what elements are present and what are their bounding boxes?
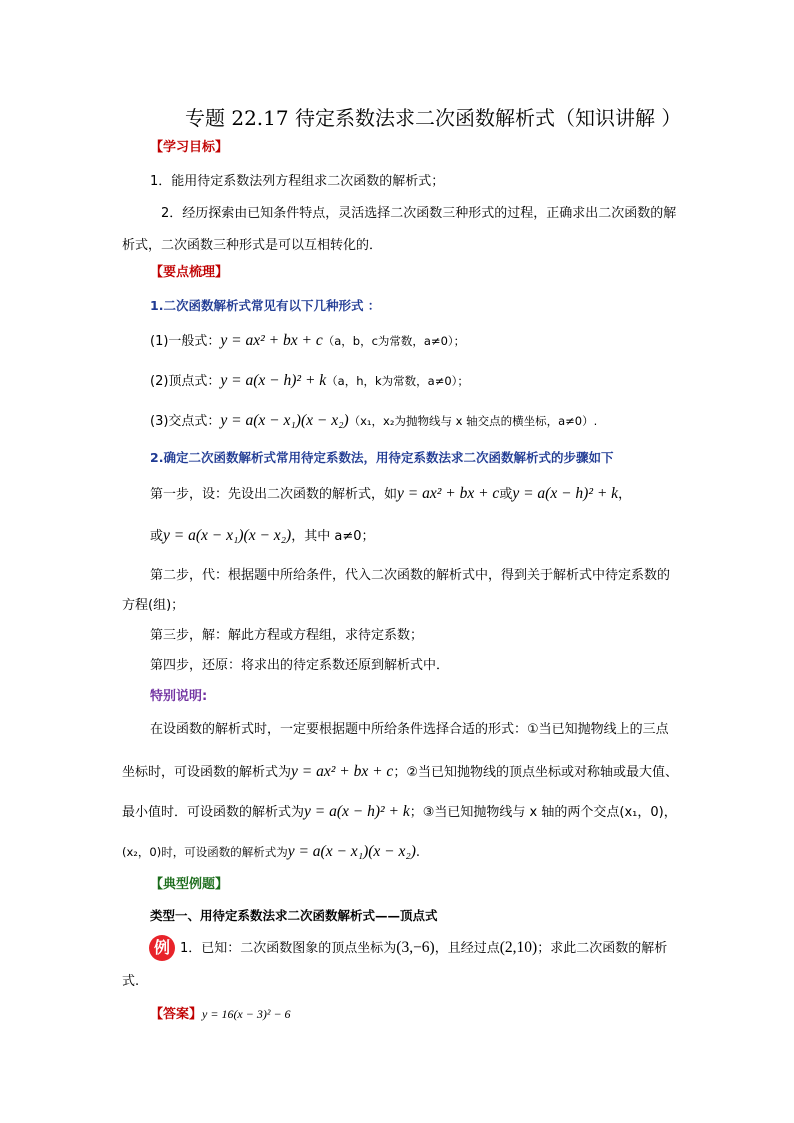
step1-formula-2: y = a(x − h)² + k (512, 485, 619, 502)
step1b-formula: y = a(x − x₁)(x − x₂) (163, 527, 292, 544)
question-1-vertex: (3,−6) (396, 939, 435, 956)
formula-intercept-line (150, 411, 597, 432)
step1-text: 第一步，设：先设出二次函数的解析式，如 (150, 487, 398, 502)
formula-general: y = ax² + bx + c (220, 332, 323, 349)
goal-item-2-line2: 析式，二次函数三种形式是可以互相转化的． (122, 238, 383, 253)
special-line4-a: (x₂，0)时，可设函数的解析式为 (122, 845, 288, 859)
question-1-text-b: ，且经过点 (434, 941, 500, 956)
formula-vertex-line (150, 371, 469, 392)
goal-item-1: 1．能用待定系数法列方程组求二次函数的解析式； (150, 174, 445, 189)
formula-general-note: （a，b，c为常数，a≠0）； (322, 334, 466, 348)
step1-end: ， (618, 487, 632, 502)
special-line3-a: 最小值时．可设函数的解析式为 (122, 805, 305, 820)
section-header-points: 【要点梳理】 (150, 265, 229, 280)
special-line2-formula: y = ax² + bx + c (291, 763, 394, 780)
question-1-point: (2,10) (499, 939, 538, 956)
step4-line: 第四步，还原：将求出的待定系数还原到解析式中． (150, 658, 450, 673)
special-line1: 在设函数的解析式时，一定要根据题中所给条件选择合适的形式：①当已知抛物线上的三点 (150, 722, 669, 737)
step1b-or: 或 (150, 529, 164, 544)
special-line3 (122, 802, 677, 823)
formula-intercept: y = a(x − x₁)(x − x₂) (220, 412, 349, 429)
question-1-line1 (180, 938, 667, 959)
step1b-end: ，其中 a≠0； (291, 529, 375, 544)
page-title: 专题 22.17 待定系数法求二次函数解析式（知识讲解 ） (185, 106, 682, 130)
step1-line (150, 484, 631, 505)
formula-general-line (150, 331, 465, 352)
formula-intercept-label: (3)交点式： (150, 414, 221, 429)
points-heading-2: 2.确定二次函数解析式常用待定系数法，用待定系数法求二次函数解析式的步骤如下 (150, 450, 614, 465)
formula-vertex: y = a(x − h)² + k (220, 372, 327, 389)
special-line2-b: ；②当已知抛物线的顶点坐标或对称轴或最大值、 (393, 765, 678, 780)
step1b-line (150, 526, 374, 547)
formula-vertex-note: （a，h，k为常数，a≠0）； (326, 374, 469, 388)
section-header-goals: 【学习目标】 (150, 140, 229, 155)
step2-line2: 方程(组)； (122, 598, 185, 613)
answer-label: 【答案】 (150, 1007, 203, 1022)
example-type-1: 类型一、用待定系数法求二次函数解析式——顶点式 (150, 908, 438, 923)
example-badge: 例 (149, 935, 175, 961)
step2-line1: 第二步，代：根据题中所给条件，代入二次函数的解析式中，得到关于解析式中待定系数的 (150, 568, 671, 583)
question-1-line2: 式. (122, 974, 140, 989)
special-note-header: 特别说明: (150, 689, 208, 704)
special-line4-formula: y = a(x − x₁)(x − x₂) (287, 843, 416, 860)
special-line2-a: 坐标时，可设函数的解析式为 (122, 765, 292, 780)
special-line2 (122, 762, 678, 783)
goal-item-2-line1: 2．经历探索由已知条件特点，灵活选择二次函数三种形式的过程，正确求出二次函数的解 (161, 206, 677, 221)
special-line4 (122, 842, 420, 863)
answer-line (150, 1004, 291, 1025)
special-line3-b: ；③当已知抛物线与 x 轴的两个交点(x₁，0)， (409, 805, 677, 820)
answer-formula: y = 16(x − 3)² − 6 (202, 1007, 291, 1021)
section-header-examples: 【典型例题】 (150, 877, 229, 892)
formula-general-label: (1)一般式： (150, 334, 221, 349)
special-line4-b: . (415, 845, 421, 860)
step3-line: 第三步，解：解此方程或方程组，求待定系数； (150, 628, 424, 643)
question-1-text-c: ；求此二次函数的解析 (537, 941, 668, 956)
special-line3-formula: y = a(x − h)² + k (304, 803, 410, 820)
question-1-text-a: 1．已知：二次函数图象的顶点坐标为 (180, 941, 397, 956)
formula-intercept-note: （x₁，x₂为抛物线与 x 轴交点的横坐标，a≠0）. (348, 414, 598, 428)
formula-vertex-label: (2)顶点式： (150, 374, 221, 389)
step1-formula-1: y = ax² + bx + c (397, 485, 500, 502)
points-heading-1: 1.二次函数解析式常见有以下几种形式 ： (150, 298, 381, 313)
step1-or: 或 (499, 487, 513, 502)
